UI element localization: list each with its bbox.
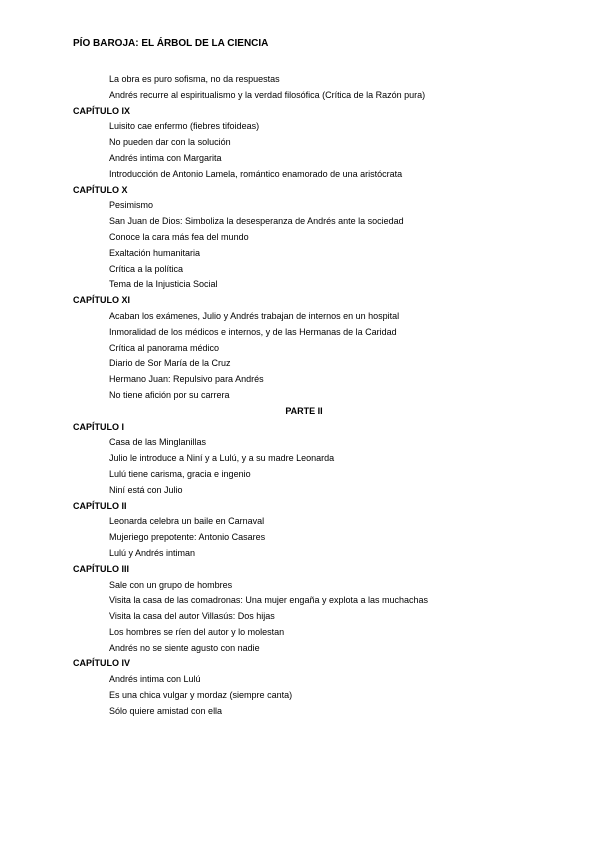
section-parte-ii-capitulo-i — [0, 420, 600, 499]
list-item: No tiene afición por su carrera — [109, 389, 230, 400]
section-parte-ii-capitulo-ii — [0, 499, 600, 562]
section-parte-ii-capitulo-iii — [0, 562, 600, 657]
list-item: Acaban los exámenes, Julio y Andrés trabajan de internos en un hospital — [109, 310, 400, 321]
list-item: Visita la casa de las comadronas: Una mujer engaña y explota a las muchachas — [109, 595, 429, 606]
list-item: Exaltación humanitaria — [109, 247, 201, 258]
list-item: Luisito cae enfermo (fiebres tifoideas) — [109, 121, 260, 132]
list-item: Niní está con Julio — [109, 484, 183, 495]
list-item: Tema de la Injusticia Social — [109, 279, 218, 290]
list-item: Andrés intima con Margarita — [109, 152, 222, 163]
list-item: Pesimismo — [109, 200, 154, 211]
document-title: PÍO BAROJA: EL ÁRBOL DE LA CIENCIA — [73, 38, 269, 49]
chapter-heading: CAPÍTULO XI — [73, 295, 131, 306]
section-capitulo-ix — [0, 104, 600, 183]
list-item: Es una chica vulgar y mordaz (siempre canta) — [109, 690, 293, 701]
list-item: Inmoralidad de los médicos e internos, y de las Hermanas de la Caridad — [109, 326, 397, 337]
list-item: Andrés no se siente agusto con nadie — [109, 642, 260, 653]
list-item: Andrés recurre al espiritualismo y la verdad filosófica (Crítica de la Razón pura) — [109, 89, 426, 100]
list-item: Mujeriego prepotente: Antonio Casares — [109, 532, 266, 543]
chapter-heading: CAPÍTULO I — [73, 421, 124, 432]
document-body — [0, 72, 600, 720]
list-item: Visita la casa del autor Villasús: Dos hijas — [109, 611, 275, 622]
list-item: Diario de Sor María de la Cruz — [109, 358, 231, 369]
list-item: Julio le introduce a Niní y a Lulú, y a su madre Leonarda — [109, 453, 335, 464]
list-item: No pueden dar con la solución — [109, 137, 231, 148]
list-item: San Juan de Dios: Simboliza la desesperanza de Andrés ante la sociedad — [109, 216, 404, 227]
list-item: Sale con un grupo de hombres — [109, 579, 233, 590]
section-parte-ii-capitulo-iv — [0, 656, 600, 719]
list-item: Los hombres se ríen del autor y lo molestan — [109, 626, 285, 637]
list-item: Sólo quiere amistad con ella — [109, 705, 223, 716]
list-item: Casa de las Minglanillas — [109, 437, 207, 448]
list-item: Conoce la cara más fea del mundo — [109, 231, 249, 242]
chapter-heading: CAPÍTULO IV — [73, 658, 131, 669]
chapter-heading: CAPÍTULO III — [73, 563, 129, 574]
chapter-heading: CAPÍTULO IX — [73, 105, 131, 116]
list-item: Leonarda celebra un baile en Carnaval — [109, 516, 265, 527]
section-intro — [0, 72, 600, 104]
list-item: Andrés intima con Lulú — [109, 674, 201, 685]
list-item: Introducción de Antonio Lamela, romántico enamorado de una aristócrata — [109, 168, 403, 179]
chapter-heading: CAPÍTULO II — [73, 500, 127, 511]
list-item: La obra es puro sofisma, no da respuestas — [109, 74, 280, 84]
section-capitulo-x — [0, 183, 600, 294]
list-item: Crítica al panorama médico — [109, 342, 220, 353]
section-capitulo-xi — [0, 293, 600, 404]
part-heading: PARTE II — [285, 405, 323, 416]
list-item: Lulú y Andrés intiman — [109, 547, 196, 558]
list-item: Lulú tiene carisma, gracia e ingenio — [109, 468, 251, 479]
chapter-heading: CAPÍTULO X — [73, 184, 128, 195]
list-item: Hermano Juan: Repulsivo para Andrés — [109, 374, 264, 385]
list-item: Crítica a la política — [109, 263, 184, 274]
